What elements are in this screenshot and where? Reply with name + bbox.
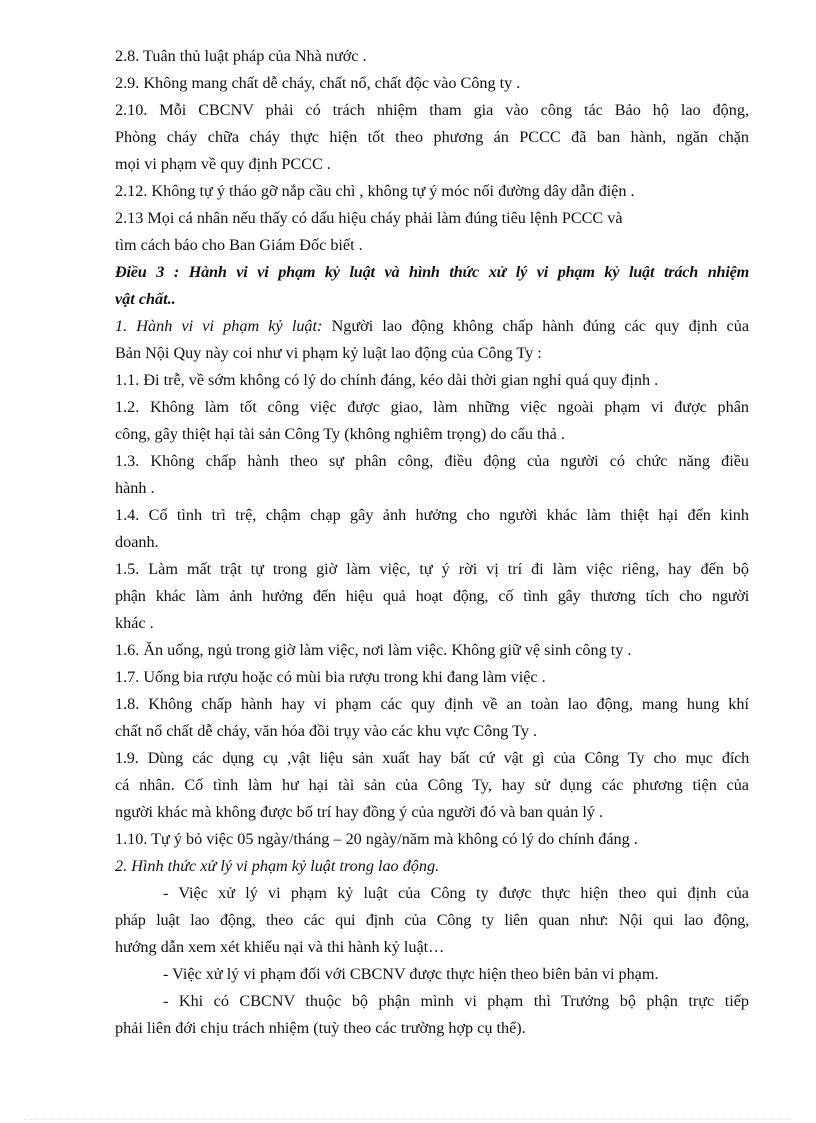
item-1-4-line-2: doanh. bbox=[115, 533, 159, 551]
item-1-9-line-1: 1.9. Dùng các dụng cụ ,vật liệu sản xuất hay bất cứ vật gì của Công Ty cho mục đích bbox=[115, 749, 749, 767]
item-2-10-line-1: 2.10. Mỗi CBCNV phải có trách nhiệm tham gia vào công tác Bảo hộ lao động, bbox=[115, 101, 749, 119]
document-page bbox=[115, 43, 749, 1042]
section-2-para-1-line-3: hướng dẫn xem xét khiếu nại và thi hành kỷ luật… bbox=[115, 938, 445, 956]
item-1-5-line-3: khác . bbox=[115, 614, 154, 632]
section-1-intro-line-1 bbox=[115, 313, 749, 340]
section-1-intro-text: Người lao động không chấp hành đúng các quy định của bbox=[331, 317, 750, 335]
page-bottom-rule bbox=[24, 1119, 792, 1120]
item-2-13-line-1: 2.13 Mọi cá nhân nếu thấy có dấu hiệu cháy phải làm đúng tiêu lệnh PCCC và bbox=[115, 209, 623, 227]
item-2-8: 2.8. Tuân thủ luật pháp của Nhà nước . bbox=[115, 47, 367, 65]
item-2-10-line-2: Phòng cháy chữa cháy thực hiện tốt theo phương án PCCC đã ban hành, ngăn chặn bbox=[115, 128, 749, 146]
item-1-8-line-2: chất nổ chất dễ cháy, văn hóa đồi trụy vào các khu vực Công Ty . bbox=[115, 722, 538, 740]
item-1-3-line-1: 1.3. Không chấp hành theo sự phân công, điều động của người có chức năng điều bbox=[115, 452, 749, 470]
item-1-7: 1.7. Uống bia rượu hoặc có mùi bia rượu trong khi đang làm việc . bbox=[115, 668, 546, 686]
article-3-heading-line-1: Điều 3 : Hành vi vi phạm kỷ luật và hình thức xử lý vi phạm kỷ luật trách nhiệm bbox=[115, 263, 749, 281]
item-1-10: 1.10. Tự ý bỏ việc 05 ngày/tháng – 20 ngày/năm mà không có lý do chính đáng . bbox=[115, 830, 638, 848]
item-1-4-line-1: 1.4. Cố tình trì trệ, chậm chạp gây ảnh hưởng cho người khác làm thiệt hại đến kinh bbox=[115, 506, 749, 524]
item-1-8-line-1: 1.8. Không chấp hành hay vi phạm các quy định về an toàn lao động, mang hung khí bbox=[115, 695, 749, 713]
item-1-2-line-2: công, gây thiệt hại tài sản Công Ty (không nghiêm trọng) do cẩu thả . bbox=[115, 425, 565, 443]
item-1-3-line-2: hành . bbox=[115, 479, 155, 497]
item-2-10-line-3: mọi vi phạm về quy định PCCC . bbox=[115, 155, 331, 173]
item-1-5-line-2: phận khác làm ảnh hưởng đến hiệu quả hoạt động, cố tình gây thương tích cho người bbox=[115, 587, 749, 605]
item-1-5-line-1: 1.5. Làm mất trật tự trong giờ làm việc, tự ý rời vị trí đi làm việc riêng, hay đến bộ bbox=[115, 560, 749, 578]
item-1-9-line-3: người khác mà không được bố trí hay đồng ý của người đó và ban quản lý . bbox=[115, 803, 604, 821]
item-2-9: 2.9. Không mang chất dễ cháy, chất nổ, chất độc vào Công ty . bbox=[115, 74, 521, 92]
section-2-para-3-line-1: - Khi có CBCNV thuộc bộ phận mình vi phạm thì Trưởng bộ phận trực tiếp bbox=[163, 992, 749, 1010]
item-1-9-line-2: cá nhân. Cố tình làm hư hại tài sản của Công Ty, hay sử dụng các phương tiện của bbox=[115, 776, 749, 794]
section-1-intro-line-2: Bản Nội Quy này coi như vi phạm kỷ luật lao động của Công Ty : bbox=[115, 344, 542, 362]
section-2-para-3-line-2: phải liên đới chịu trách nhiệm (tuỳ theo các trường hợp cụ thể). bbox=[115, 1019, 526, 1037]
item-2-13-line-2: tìm cách báo cho Ban Giám Đốc biết . bbox=[115, 236, 363, 254]
section-2-para-1-line-2: pháp luật lao động, theo các qui định của Công ty liên quan như: Nội qui lao động, bbox=[115, 911, 749, 929]
section-1-subheading: 1. Hành vi vi phạm kỷ luật: bbox=[115, 317, 323, 335]
section-2-para-1-line-1: - Việc xử lý vi phạm kỷ luật của Công ty được thực hiện theo qui định của bbox=[163, 884, 749, 902]
item-1-6: 1.6. Ăn uống, ngủ trong giờ làm việc, nơi làm việc. Không giữ vệ sinh công ty . bbox=[115, 641, 632, 659]
item-1-1: 1.1. Đi trễ, về sớm không có lý do chính đáng, kéo dài thời gian nghỉ quá quy định . bbox=[115, 371, 659, 389]
section-2-subheading: 2. Hình thức xử lý vi phạm kỷ luật trong lao động. bbox=[115, 857, 440, 875]
section-2-para-2: - Việc xử lý vi phạm đối với CBCNV được thực hiện theo biên bản vi phạm. bbox=[163, 965, 659, 983]
item-2-12: 2.12. Không tự ý tháo gỡ nắp cầu chì , không tự ý móc nối đường dây dẫn điện . bbox=[115, 182, 635, 200]
article-3-heading-line-2: vật chất.. bbox=[115, 290, 176, 308]
item-1-2-line-1: 1.2. Không làm tốt công việc được giao, làm những việc ngoài phạm vi được phân bbox=[115, 398, 749, 416]
